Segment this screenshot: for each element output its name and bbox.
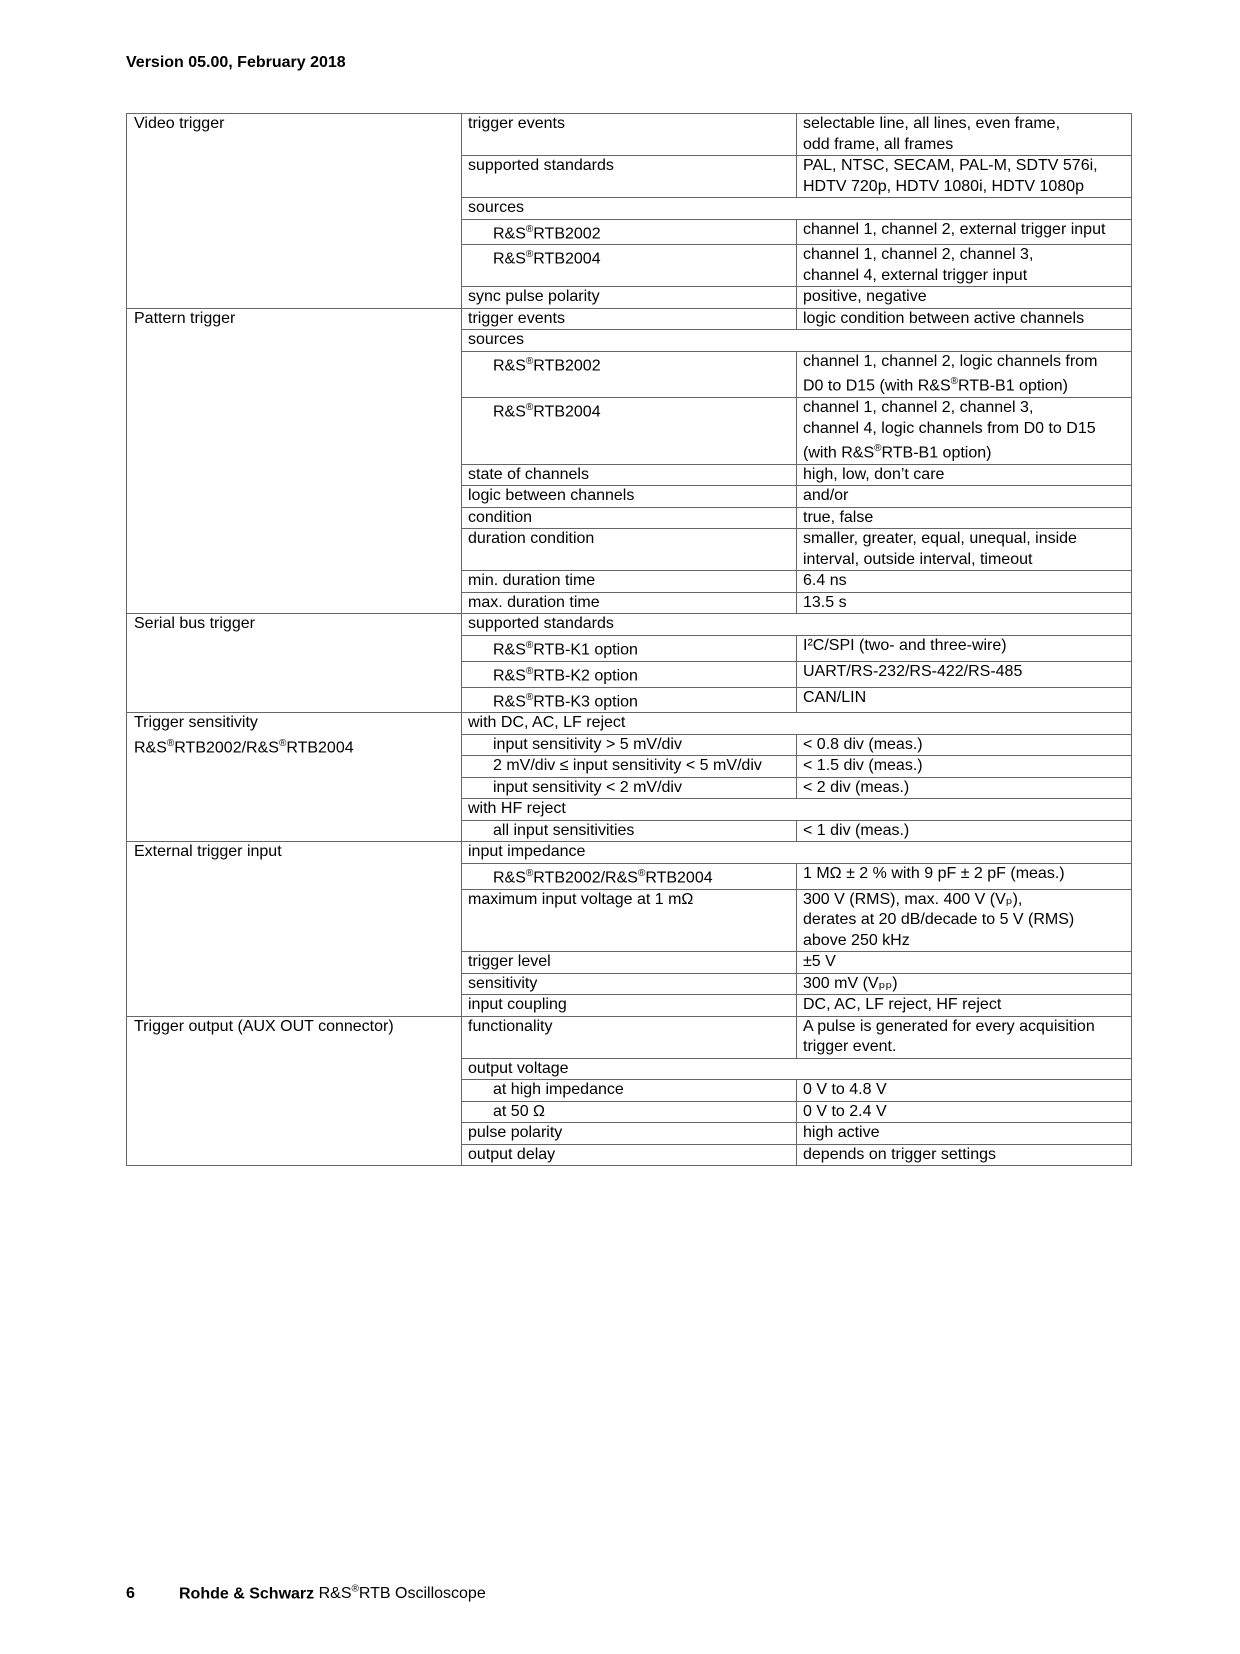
spec-label: min. duration time: [462, 571, 797, 593]
spec-label: R&S®RTB2002: [462, 219, 797, 245]
spec-label: trigger events: [462, 114, 797, 156]
spec-label: with HF reject: [462, 799, 1132, 821]
spec-label: R&S®RTB-K2 option: [462, 661, 797, 687]
spec-label: R&S®RTB2004: [462, 398, 797, 465]
spec-value: channel 1, channel 2, external trigger input: [797, 219, 1132, 245]
section-title: Pattern trigger: [127, 308, 462, 614]
section-title: External trigger input: [127, 842, 462, 1016]
spec-value: 300 V (RMS), max. 400 V (Vₚ), derates at 20 dB/decade to 5 V (RMS) above 250 kHz: [797, 889, 1132, 952]
spec-value: channel 1, channel 2, channel 3, channel 4, logic channels from D0 to D15 (with R&S®RTB-B1 option): [797, 398, 1132, 465]
spec-value: true, false: [797, 507, 1132, 529]
spec-label: sources: [462, 198, 1132, 220]
spec-value: 13.5 s: [797, 592, 1132, 614]
page-header: Version 05.00, February 2018: [126, 54, 346, 71]
spec-label: R&S®RTB2002: [462, 351, 797, 397]
spec-label: logic between channels: [462, 486, 797, 508]
spec-label: trigger events: [462, 308, 797, 330]
spec-label: maximum input voltage at 1 mΩ: [462, 889, 797, 952]
spec-value: high, low, don’t care: [797, 464, 1132, 486]
spec-label: functionality: [462, 1016, 797, 1058]
spec-value: ±5 V: [797, 952, 1132, 974]
spec-value: I²C/SPI (two- and three-wire): [797, 635, 1132, 661]
table-row: [127, 1016, 1132, 1058]
spec-value: logic condition between active channels: [797, 308, 1132, 330]
spec-label: trigger level: [462, 952, 797, 974]
footer-product: R&S®RTB Oscilloscope: [314, 1584, 486, 1603]
spec-label: input coupling: [462, 995, 797, 1017]
spec-value: PAL, NTSC, SECAM, PAL-M, SDTV 576i, HDTV 720p, HDTV 1080i, HDTV 1080p: [797, 156, 1132, 198]
spec-value: 0 V to 2.4 V: [797, 1101, 1132, 1123]
page-footer: [126, 1584, 486, 1603]
spec-label: input impedance: [462, 842, 1132, 864]
spec-value: < 0.8 div (meas.): [797, 734, 1132, 756]
spec-label: duration condition: [462, 529, 797, 571]
page-number: 6: [126, 1585, 135, 1603]
spec-label: input sensitivity < 2 mV/div: [462, 777, 797, 799]
spec-value: depends on trigger settings: [797, 1144, 1132, 1166]
spec-label: with DC, AC, LF reject: [462, 713, 1132, 735]
table-row: [127, 114, 1132, 156]
spec-table-body: [127, 114, 1132, 1166]
spec-label: at 50 Ω: [462, 1101, 797, 1123]
section-title: Trigger output (AUX OUT connector): [127, 1016, 462, 1166]
spec-label: max. duration time: [462, 592, 797, 614]
spec-value: high active: [797, 1123, 1132, 1145]
spec-label: sync pulse polarity: [462, 287, 797, 309]
spec-label: R&S®RTB-K3 option: [462, 687, 797, 713]
spec-value: selectable line, all lines, even frame, odd frame, all frames: [797, 114, 1132, 156]
spec-value: 0 V to 4.8 V: [797, 1080, 1132, 1102]
spec-label: R&S®RTB-K1 option: [462, 635, 797, 661]
spec-label: output voltage: [462, 1058, 1132, 1080]
spec-label: all input sensitivities: [462, 820, 797, 842]
spec-label: R&S®RTB2004: [462, 245, 797, 287]
table-row: [127, 842, 1132, 864]
spec-value: 6.4 ns: [797, 571, 1132, 593]
spec-value: < 2 div (meas.): [797, 777, 1132, 799]
spec-value: 1 MΩ ± 2 % with 9 pF ± 2 pF (meas.): [797, 863, 1132, 889]
spec-value: channel 1, channel 2, logic channels from D0 to D15 (with R&S®RTB-B1 option): [797, 351, 1132, 397]
spec-value: positive, negative: [797, 287, 1132, 309]
table-row: [127, 713, 1132, 735]
footer-brand: Rohde & Schwarz: [179, 1585, 315, 1603]
spec-value: < 1.5 div (meas.): [797, 756, 1132, 778]
spec-value: CAN/LIN: [797, 687, 1132, 713]
spec-table: [126, 113, 1132, 1166]
section-title: Trigger sensitivity R&S®RTB2002/R&S®RTB2004: [127, 713, 462, 842]
spec-value: smaller, greater, equal, unequal, inside interval, outside interval, timeout: [797, 529, 1132, 571]
spec-label: condition: [462, 507, 797, 529]
spec-label: state of channels: [462, 464, 797, 486]
spec-label: at high impedance: [462, 1080, 797, 1102]
spec-value: channel 1, channel 2, channel 3, channel 4, external trigger input: [797, 245, 1132, 287]
spec-value: DC, AC, LF reject, HF reject: [797, 995, 1132, 1017]
spec-label: output delay: [462, 1144, 797, 1166]
spec-value: UART/RS-232/RS-422/RS-485: [797, 661, 1132, 687]
section-title: Video trigger: [127, 114, 462, 309]
spec-label: supported standards: [462, 614, 1132, 636]
spec-label: pulse polarity: [462, 1123, 797, 1145]
spec-label: sources: [462, 330, 1132, 352]
table-row: [127, 308, 1132, 330]
section-title: Serial bus trigger: [127, 614, 462, 713]
spec-label: R&S®RTB2002/R&S®RTB2004: [462, 863, 797, 889]
spec-value: and/or: [797, 486, 1132, 508]
spec-value: 300 mV (Vₚₚ): [797, 973, 1132, 995]
spec-label: sensitivity: [462, 973, 797, 995]
spec-label: 2 mV/div ≤ input sensitivity < 5 mV/div: [462, 756, 797, 778]
table-row: [127, 614, 1132, 636]
spec-label: supported standards: [462, 156, 797, 198]
spec-value: < 1 div (meas.): [797, 820, 1132, 842]
spec-value: A pulse is generated for every acquisition trigger event.: [797, 1016, 1132, 1058]
spec-label: input sensitivity > 5 mV/div: [462, 734, 797, 756]
